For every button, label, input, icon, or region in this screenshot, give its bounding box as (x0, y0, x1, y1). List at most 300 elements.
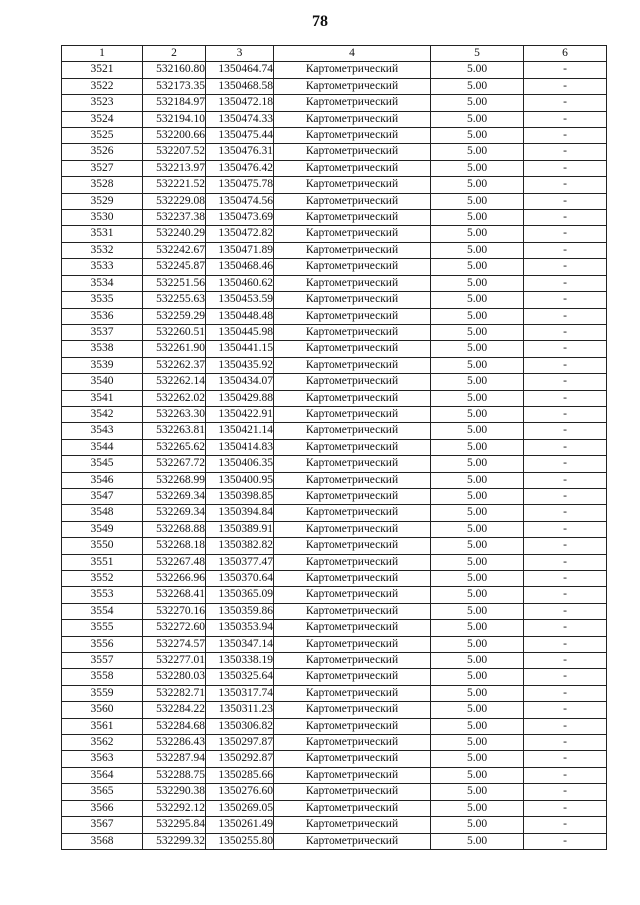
point-number-cell: 3558 (62, 669, 143, 685)
accuracy-cell: 5.00 (431, 177, 524, 193)
accuracy-cell: 5.00 (431, 406, 524, 422)
table-row (62, 817, 607, 833)
coordinate-x-cell: 532263.30 (143, 406, 206, 422)
coordinate-y-cell: 1350476.42 (206, 160, 274, 176)
point-number-cell: 3534 (62, 275, 143, 291)
note-cell: - (524, 128, 607, 144)
coordinate-y-cell: 1350474.33 (206, 111, 274, 127)
accuracy-cell: 5.00 (431, 538, 524, 554)
table-row (62, 160, 607, 176)
coordinate-x-cell: 532221.52 (143, 177, 206, 193)
method-cell: Картометрический (274, 128, 431, 144)
method-cell: Картометрический (274, 341, 431, 357)
method-cell: Картометрический (274, 833, 431, 849)
coordinate-x-cell: 532242.67 (143, 242, 206, 258)
point-number-cell: 3536 (62, 308, 143, 324)
coordinate-x-cell: 532255.63 (143, 292, 206, 308)
accuracy-cell: 5.00 (431, 685, 524, 701)
point-number-cell: 3565 (62, 784, 143, 800)
point-number-cell: 3521 (62, 62, 143, 78)
note-cell: - (524, 193, 607, 209)
note-cell: - (524, 292, 607, 308)
accuracy-cell: 5.00 (431, 308, 524, 324)
note-cell: - (524, 718, 607, 734)
column-header-6: 6 (524, 46, 607, 62)
coordinate-y-cell: 1350441.15 (206, 341, 274, 357)
note-cell: - (524, 259, 607, 275)
point-number-cell: 3551 (62, 554, 143, 570)
accuracy-cell: 5.00 (431, 735, 524, 751)
coordinate-x-cell: 532160.80 (143, 62, 206, 78)
point-number-cell: 3523 (62, 95, 143, 111)
note-cell: - (524, 324, 607, 340)
note-cell: - (524, 78, 607, 94)
point-number-cell: 3564 (62, 767, 143, 783)
point-number-cell: 3552 (62, 571, 143, 587)
accuracy-cell: 5.00 (431, 78, 524, 94)
coordinate-x-cell: 532274.57 (143, 636, 206, 652)
point-number-cell: 3528 (62, 177, 143, 193)
header-row (62, 46, 607, 62)
point-number-cell: 3539 (62, 357, 143, 373)
coordinate-x-cell: 532194.10 (143, 111, 206, 127)
coordinate-x-cell: 532288.75 (143, 767, 206, 783)
coordinate-y-cell: 1350472.18 (206, 95, 274, 111)
point-number-cell: 3538 (62, 341, 143, 357)
accuracy-cell: 5.00 (431, 292, 524, 308)
method-cell: Картометрический (274, 160, 431, 176)
point-number-cell: 3563 (62, 751, 143, 767)
point-number-cell: 3530 (62, 210, 143, 226)
note-cell: - (524, 800, 607, 816)
coordinate-y-cell: 1350473.69 (206, 210, 274, 226)
note-cell: - (524, 702, 607, 718)
coordinate-x-cell: 532292.12 (143, 800, 206, 816)
accuracy-cell: 5.00 (431, 357, 524, 373)
note-cell: - (524, 177, 607, 193)
method-cell: Картометрический (274, 308, 431, 324)
table-row (62, 620, 607, 636)
point-number-cell: 3525 (62, 128, 143, 144)
note-cell: - (524, 357, 607, 373)
table-row (62, 669, 607, 685)
coordinate-y-cell: 1350445.98 (206, 324, 274, 340)
table-row (62, 341, 607, 357)
coordinate-x-cell: 532262.02 (143, 390, 206, 406)
coordinate-y-cell: 1350394.84 (206, 505, 274, 521)
method-cell: Картометрический (274, 406, 431, 422)
point-number-cell: 3559 (62, 685, 143, 701)
coordinate-y-cell: 1350464.74 (206, 62, 274, 78)
coordinate-y-cell: 1350434.07 (206, 374, 274, 390)
table-row (62, 226, 607, 242)
accuracy-cell: 5.00 (431, 111, 524, 127)
table-row (62, 423, 607, 439)
coordinate-y-cell: 1350474.56 (206, 193, 274, 209)
method-cell: Картометрический (274, 751, 431, 767)
coordinate-y-cell: 1350472.82 (206, 226, 274, 242)
method-cell: Картометрический (274, 521, 431, 537)
coordinate-y-cell: 1350255.80 (206, 833, 274, 849)
coordinate-x-cell: 532269.34 (143, 505, 206, 521)
table-row (62, 275, 607, 291)
point-number-cell: 3545 (62, 456, 143, 472)
coordinate-x-cell: 532263.81 (143, 423, 206, 439)
point-number-cell: 3540 (62, 374, 143, 390)
table-row (62, 472, 607, 488)
accuracy-cell: 5.00 (431, 817, 524, 833)
coordinate-x-cell: 532295.84 (143, 817, 206, 833)
table-row (62, 718, 607, 734)
method-cell: Картометрический (274, 259, 431, 275)
table-row (62, 702, 607, 718)
accuracy-cell: 5.00 (431, 571, 524, 587)
coordinate-x-cell: 532260.51 (143, 324, 206, 340)
accuracy-cell: 5.00 (431, 144, 524, 160)
coordinate-x-cell: 532237.38 (143, 210, 206, 226)
note-cell: - (524, 374, 607, 390)
note-cell: - (524, 472, 607, 488)
coordinate-x-cell: 532266.96 (143, 571, 206, 587)
method-cell: Картометрический (274, 177, 431, 193)
accuracy-cell: 5.00 (431, 833, 524, 849)
accuracy-cell: 5.00 (431, 636, 524, 652)
coordinate-y-cell: 1350292.87 (206, 751, 274, 767)
method-cell: Картометрический (274, 111, 431, 127)
table-row (62, 111, 607, 127)
coordinate-y-cell: 1350468.46 (206, 259, 274, 275)
column-header-5: 5 (431, 46, 524, 62)
coordinate-y-cell: 1350414.83 (206, 439, 274, 455)
accuracy-cell: 5.00 (431, 210, 524, 226)
coordinate-x-cell: 532267.72 (143, 456, 206, 472)
table-row (62, 554, 607, 570)
coordinate-y-cell: 1350338.19 (206, 653, 274, 669)
point-number-cell: 3543 (62, 423, 143, 439)
note-cell: - (524, 456, 607, 472)
coordinate-x-cell: 532268.99 (143, 472, 206, 488)
accuracy-cell: 5.00 (431, 653, 524, 669)
coordinate-y-cell: 1350406.35 (206, 456, 274, 472)
coordinate-x-cell: 532213.97 (143, 160, 206, 176)
accuracy-cell: 5.00 (431, 439, 524, 455)
note-cell: - (524, 390, 607, 406)
table-row (62, 538, 607, 554)
point-number-cell: 3556 (62, 636, 143, 652)
coordinate-x-cell: 532262.14 (143, 374, 206, 390)
coordinate-y-cell: 1350422.91 (206, 406, 274, 422)
accuracy-cell: 5.00 (431, 423, 524, 439)
note-cell: - (524, 62, 607, 78)
coordinate-y-cell: 1350476.31 (206, 144, 274, 160)
table-row (62, 488, 607, 504)
coordinate-x-cell: 532269.34 (143, 488, 206, 504)
note-cell: - (524, 636, 607, 652)
coordinate-x-cell: 532282.71 (143, 685, 206, 701)
coordinate-x-cell: 532251.56 (143, 275, 206, 291)
method-cell: Картометрический (274, 800, 431, 816)
table-row (62, 406, 607, 422)
coordinate-x-cell: 532287.94 (143, 751, 206, 767)
accuracy-cell: 5.00 (431, 784, 524, 800)
table-row (62, 439, 607, 455)
note-cell: - (524, 406, 607, 422)
coordinate-y-cell: 1350261.49 (206, 817, 274, 833)
method-cell: Картометрический (274, 275, 431, 291)
point-number-cell: 3550 (62, 538, 143, 554)
table-row (62, 78, 607, 94)
table-row (62, 62, 607, 78)
accuracy-cell: 5.00 (431, 374, 524, 390)
coordinate-y-cell: 1350297.87 (206, 735, 274, 751)
accuracy-cell: 5.00 (431, 456, 524, 472)
method-cell: Картометрический (274, 505, 431, 521)
coordinate-x-cell: 532267.48 (143, 554, 206, 570)
table-row (62, 571, 607, 587)
table-row (62, 128, 607, 144)
note-cell: - (524, 653, 607, 669)
coordinate-x-cell: 532184.97 (143, 95, 206, 111)
method-cell: Картометрический (274, 735, 431, 751)
method-cell: Картометрический (274, 685, 431, 701)
table-row (62, 324, 607, 340)
coordinate-y-cell: 1350311.23 (206, 702, 274, 718)
coordinate-y-cell: 1350306.82 (206, 718, 274, 734)
coordinate-y-cell: 1350468.58 (206, 78, 274, 94)
coordinate-x-cell: 532268.41 (143, 587, 206, 603)
accuracy-cell: 5.00 (431, 160, 524, 176)
method-cell: Картометрический (274, 554, 431, 570)
coordinate-x-cell: 532245.87 (143, 259, 206, 275)
point-number-cell: 3542 (62, 406, 143, 422)
method-cell: Картометрический (274, 669, 431, 685)
accuracy-cell: 5.00 (431, 702, 524, 718)
method-cell: Картометрический (274, 374, 431, 390)
accuracy-cell: 5.00 (431, 128, 524, 144)
method-cell: Картометрический (274, 439, 431, 455)
point-number-cell: 3524 (62, 111, 143, 127)
column-header-3: 3 (206, 46, 274, 62)
accuracy-cell: 5.00 (431, 472, 524, 488)
table-row (62, 587, 607, 603)
method-cell: Картометрический (274, 587, 431, 603)
coordinate-y-cell: 1350389.91 (206, 521, 274, 537)
method-cell: Картометрический (274, 292, 431, 308)
coordinate-y-cell: 1350276.60 (206, 784, 274, 800)
method-cell: Картометрический (274, 538, 431, 554)
point-number-cell: 3522 (62, 78, 143, 94)
table-row (62, 833, 607, 849)
method-cell: Картометрический (274, 226, 431, 242)
point-number-cell: 3533 (62, 259, 143, 275)
coordinate-x-cell: 532262.37 (143, 357, 206, 373)
note-cell: - (524, 685, 607, 701)
point-number-cell: 3568 (62, 833, 143, 849)
note-cell: - (524, 439, 607, 455)
method-cell: Картометрический (274, 193, 431, 209)
coordinate-x-cell: 532261.90 (143, 341, 206, 357)
method-cell: Картометрический (274, 784, 431, 800)
coordinate-y-cell: 1350475.44 (206, 128, 274, 144)
note-cell: - (524, 817, 607, 833)
coordinate-x-cell: 532259.29 (143, 308, 206, 324)
point-number-cell: 3555 (62, 620, 143, 636)
point-number-cell: 3561 (62, 718, 143, 734)
table-row (62, 456, 607, 472)
point-number-cell: 3566 (62, 800, 143, 816)
coordinate-x-cell: 532280.03 (143, 669, 206, 685)
method-cell: Картометрический (274, 488, 431, 504)
table-row (62, 784, 607, 800)
table-row (62, 735, 607, 751)
note-cell: - (524, 144, 607, 160)
point-number-cell: 3549 (62, 521, 143, 537)
point-number-cell: 3526 (62, 144, 143, 160)
note-cell: - (524, 587, 607, 603)
note-cell: - (524, 833, 607, 849)
coordinate-x-cell: 532268.88 (143, 521, 206, 537)
coordinate-y-cell: 1350460.62 (206, 275, 274, 291)
accuracy-cell: 5.00 (431, 603, 524, 619)
table-row (62, 177, 607, 193)
accuracy-cell: 5.00 (431, 390, 524, 406)
note-cell: - (524, 341, 607, 357)
table-row (62, 193, 607, 209)
table-row (62, 751, 607, 767)
column-header-1: 1 (62, 46, 143, 62)
method-cell: Картометрический (274, 620, 431, 636)
table-row (62, 259, 607, 275)
table-row (62, 685, 607, 701)
point-number-cell: 3541 (62, 390, 143, 406)
note-cell: - (524, 275, 607, 291)
note-cell: - (524, 620, 607, 636)
coordinate-y-cell: 1350353.94 (206, 620, 274, 636)
point-number-cell: 3562 (62, 735, 143, 751)
accuracy-cell: 5.00 (431, 505, 524, 521)
table-row (62, 242, 607, 258)
table-header (62, 46, 607, 62)
note-cell: - (524, 210, 607, 226)
method-cell: Картометрический (274, 718, 431, 734)
method-cell: Картометрический (274, 767, 431, 783)
coordinate-x-cell: 532173.35 (143, 78, 206, 94)
point-number-cell: 3535 (62, 292, 143, 308)
point-number-cell: 3557 (62, 653, 143, 669)
table-row (62, 357, 607, 373)
coordinate-y-cell: 1350453.59 (206, 292, 274, 308)
point-number-cell: 3547 (62, 488, 143, 504)
coordinate-x-cell: 532284.22 (143, 702, 206, 718)
accuracy-cell: 5.00 (431, 620, 524, 636)
method-cell: Картометрический (274, 144, 431, 160)
method-cell: Картометрический (274, 653, 431, 669)
method-cell: Картометрический (274, 472, 431, 488)
coordinate-x-cell: 532229.08 (143, 193, 206, 209)
table-row (62, 521, 607, 537)
note-cell: - (524, 735, 607, 751)
note-cell: - (524, 111, 607, 127)
coordinate-x-cell: 532290.38 (143, 784, 206, 800)
coordinate-x-cell: 532299.32 (143, 833, 206, 849)
method-cell: Картометрический (274, 78, 431, 94)
note-cell: - (524, 538, 607, 554)
accuracy-cell: 5.00 (431, 193, 524, 209)
coordinate-y-cell: 1350285.66 (206, 767, 274, 783)
method-cell: Картометрический (274, 817, 431, 833)
note-cell: - (524, 423, 607, 439)
method-cell: Картометрический (274, 603, 431, 619)
accuracy-cell: 5.00 (431, 767, 524, 783)
point-number-cell: 3532 (62, 242, 143, 258)
coordinate-y-cell: 1350400.95 (206, 472, 274, 488)
accuracy-cell: 5.00 (431, 718, 524, 734)
accuracy-cell: 5.00 (431, 669, 524, 685)
accuracy-cell: 5.00 (431, 226, 524, 242)
table-row (62, 210, 607, 226)
note-cell: - (524, 95, 607, 111)
accuracy-cell: 5.00 (431, 324, 524, 340)
accuracy-cell: 5.00 (431, 554, 524, 570)
coordinate-y-cell: 1350377.47 (206, 554, 274, 570)
point-number-cell: 3560 (62, 702, 143, 718)
coordinate-x-cell: 532207.52 (143, 144, 206, 160)
coordinate-y-cell: 1350448.48 (206, 308, 274, 324)
coordinate-y-cell: 1350269.05 (206, 800, 274, 816)
coordinates-table (61, 45, 607, 850)
coordinate-y-cell: 1350370.64 (206, 571, 274, 587)
note-cell: - (524, 767, 607, 783)
coordinate-y-cell: 1350471.89 (206, 242, 274, 258)
point-number-cell: 3554 (62, 603, 143, 619)
method-cell: Картометрический (274, 242, 431, 258)
note-cell: - (524, 505, 607, 521)
column-header-4: 4 (274, 46, 431, 62)
table-row (62, 800, 607, 816)
table-row (62, 374, 607, 390)
accuracy-cell: 5.00 (431, 587, 524, 603)
method-cell: Картометрический (274, 456, 431, 472)
method-cell: Картометрический (274, 702, 431, 718)
note-cell: - (524, 160, 607, 176)
table-row (62, 603, 607, 619)
accuracy-cell: 5.00 (431, 242, 524, 258)
note-cell: - (524, 751, 607, 767)
point-number-cell: 3537 (62, 324, 143, 340)
note-cell: - (524, 571, 607, 587)
coordinate-x-cell: 532200.66 (143, 128, 206, 144)
method-cell: Картометрический (274, 390, 431, 406)
method-cell: Картометрический (274, 62, 431, 78)
table-body (62, 62, 607, 850)
coordinate-x-cell: 532265.62 (143, 439, 206, 455)
note-cell: - (524, 603, 607, 619)
method-cell: Картометрический (274, 357, 431, 373)
accuracy-cell: 5.00 (431, 259, 524, 275)
table-row (62, 390, 607, 406)
note-cell: - (524, 308, 607, 324)
coordinate-y-cell: 1350421.14 (206, 423, 274, 439)
coordinate-y-cell: 1350347.14 (206, 636, 274, 652)
note-cell: - (524, 669, 607, 685)
method-cell: Картометрический (274, 95, 431, 111)
coordinate-x-cell: 532272.60 (143, 620, 206, 636)
method-cell: Картометрический (274, 571, 431, 587)
coordinate-y-cell: 1350365.09 (206, 587, 274, 603)
table-row (62, 95, 607, 111)
coordinate-x-cell: 532240.29 (143, 226, 206, 242)
table-row (62, 144, 607, 160)
